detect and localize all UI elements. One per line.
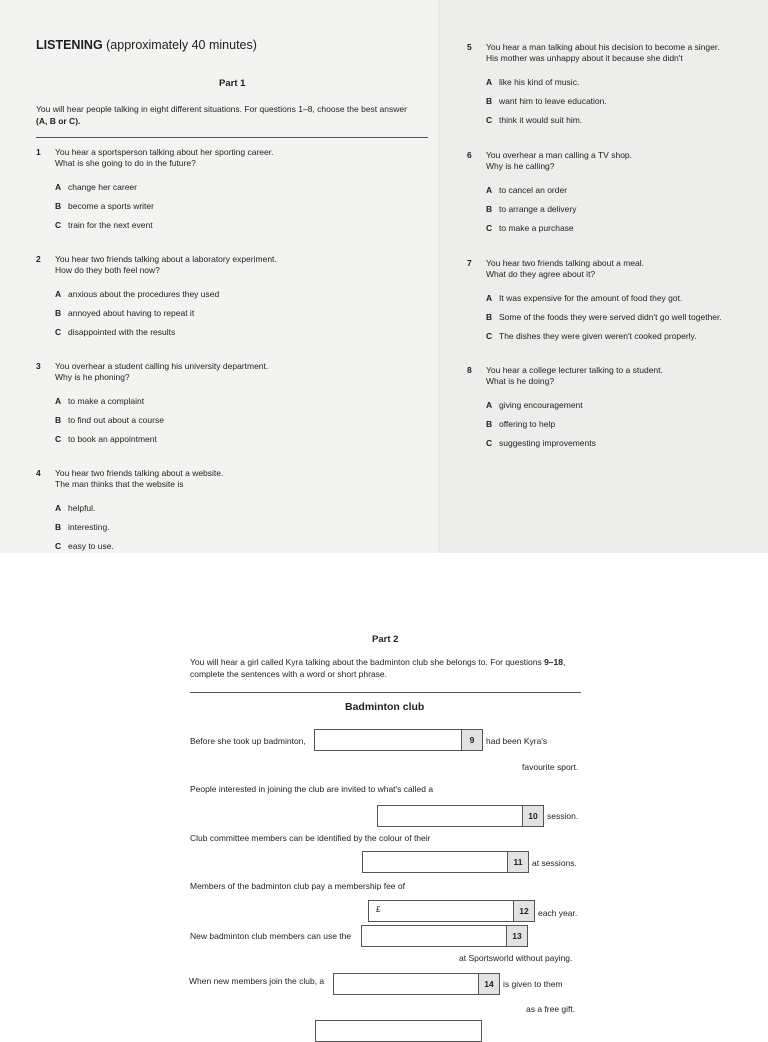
option-2[interactable] xyxy=(55,322,277,341)
question-stem-line1: You hear a sportsperson talking about her sporting career. xyxy=(55,147,274,157)
option-letter: C xyxy=(55,327,62,337)
answer-number-12: 12 xyxy=(513,900,535,922)
option-text: It was expensive for the amount of food they got. xyxy=(499,293,683,303)
part2-instructions: You will hear a girl called Kyra talking about the badminton club she belongs to. For questions 9–18, complete the sentences with a word or short phrase. xyxy=(190,657,566,679)
part1-instructions: You will hear people talking in eight different situations. For questions 1–8, choose the best answer (A, B or C). xyxy=(36,104,407,126)
option-text: to make a purchase xyxy=(499,223,574,233)
answer-number-13: 13 xyxy=(506,925,528,947)
question-number: 2 xyxy=(36,254,41,264)
question-stem-line1: You hear two friends talking about a laboratory experiment. xyxy=(55,254,277,264)
option-letter: B xyxy=(55,415,62,425)
option-0[interactable] xyxy=(55,391,268,410)
option-letter: B xyxy=(486,419,493,429)
question-stem-line1: You hear a college lecturer talking to a student. xyxy=(486,365,663,375)
question-stem-line2: What do they agree about it? xyxy=(486,269,596,279)
question-number: 1 xyxy=(36,147,41,157)
question-1 xyxy=(36,147,273,234)
option-text: to cancel an order xyxy=(499,185,568,195)
option-2[interactable] xyxy=(55,429,268,448)
option-text: suggesting improvements xyxy=(499,438,596,448)
option-letter: A xyxy=(55,396,62,406)
option-text: to arrange a delivery xyxy=(499,204,577,214)
answer-box-12[interactable] xyxy=(368,900,535,922)
option-text: think it would suit him. xyxy=(499,115,583,125)
listening-heading: LISTENING (approximately 40 minutes) xyxy=(36,38,257,52)
question-4 xyxy=(36,468,223,555)
option-text: offering to help xyxy=(499,419,556,429)
option-letter: B xyxy=(486,204,493,214)
q10-text: People interested in joining the club are invited to what's called a xyxy=(190,784,434,794)
option-letter: C xyxy=(55,434,62,444)
option-letter: A xyxy=(486,400,493,410)
option-letter: B xyxy=(55,201,62,211)
option-letter: A xyxy=(55,289,62,299)
option-text: interesting. xyxy=(68,522,110,532)
option-text: train for the next event xyxy=(68,220,153,230)
divider xyxy=(190,692,581,693)
question-stem-line1: You hear two friends talking about a website. xyxy=(55,468,224,478)
option-text: Some of the foods they were served didn't go well together. xyxy=(499,312,722,322)
option-text: helpful. xyxy=(68,503,96,513)
question-number: 3 xyxy=(36,361,41,371)
option-2[interactable] xyxy=(486,433,663,452)
q9-text-after: had been Kyra's xyxy=(486,736,548,746)
part2-title: Part 2 xyxy=(372,634,399,645)
question-stem-line2: How do they both feel now? xyxy=(55,265,160,275)
question-stem-line2: Why is he calling? xyxy=(486,161,555,171)
option-1[interactable] xyxy=(486,414,663,433)
option-letter: C xyxy=(486,115,493,125)
q13-text: New badminton club members can use the xyxy=(190,931,352,941)
answer-box-11[interactable] xyxy=(362,851,529,873)
question-5 xyxy=(467,42,720,129)
option-2[interactable] xyxy=(486,326,722,345)
pound-sign: £ xyxy=(376,905,381,914)
option-letter: A xyxy=(55,182,62,192)
question-number: 6 xyxy=(467,150,472,160)
option-0[interactable] xyxy=(55,498,223,517)
question-stem-line2: Why is he phoning? xyxy=(55,372,130,382)
option-1[interactable] xyxy=(55,410,268,429)
option-1[interactable] xyxy=(55,517,223,536)
answer-box-13[interactable] xyxy=(361,925,528,947)
option-2[interactable] xyxy=(486,218,632,237)
option-letter: A xyxy=(486,77,493,87)
option-letter: B xyxy=(486,312,493,322)
answer-number-9: 9 xyxy=(461,729,483,751)
option-letter: C xyxy=(486,438,493,448)
option-0[interactable] xyxy=(486,72,720,91)
q14-text-after: is given to them xyxy=(503,979,563,989)
answer-box-15[interactable] xyxy=(315,1020,482,1042)
answer-number-14: 14 xyxy=(478,973,500,995)
option-1[interactable] xyxy=(55,303,277,322)
option-0[interactable] xyxy=(55,284,277,303)
answer-box-14[interactable] xyxy=(333,973,500,995)
option-text: become a sports writer xyxy=(68,201,154,211)
q11-text-after: at sessions. xyxy=(532,858,577,868)
club-title: Badminton club xyxy=(345,701,425,713)
answer-number-11: 11 xyxy=(507,851,529,873)
option-2[interactable] xyxy=(55,215,273,234)
question-stem-line2: The man thinks that the website is xyxy=(55,479,184,489)
option-text: annoyed about having to repeat it xyxy=(68,308,195,318)
option-letter: A xyxy=(55,503,62,513)
question-stem-line2: His mother was unhappy about it because she didn't xyxy=(486,53,683,63)
left-page xyxy=(0,0,445,553)
option-text: easy to use. xyxy=(68,541,114,551)
option-text: change her career xyxy=(68,182,137,192)
option-1[interactable] xyxy=(55,196,273,215)
question-number: 7 xyxy=(467,258,472,268)
option-letter: C xyxy=(486,223,493,233)
option-0[interactable] xyxy=(486,395,663,414)
q11-text: Club committee members can be identified by the colour of their xyxy=(190,833,431,843)
option-letter: A xyxy=(486,293,493,303)
question-8 xyxy=(467,365,663,452)
option-text: anxious about the procedures they used xyxy=(68,289,220,299)
question-number: 5 xyxy=(467,42,472,52)
q10-text-after: session. xyxy=(547,811,579,821)
divider xyxy=(36,137,428,138)
question-7 xyxy=(467,258,722,345)
answer-box-10[interactable] xyxy=(377,805,544,827)
option-0[interactable] xyxy=(486,288,722,307)
q9-text-cont: favourite sport. xyxy=(522,762,579,772)
option-text: disappointed with the results xyxy=(68,327,176,337)
question-stem-line1: You hear a man talking about his decision to become a singer. xyxy=(486,42,720,52)
option-text: to make a complaint xyxy=(68,396,145,406)
option-letter: C xyxy=(55,541,62,551)
option-text: The dishes they were given weren't cooked properly. xyxy=(499,331,697,341)
q14-text: When new members join the club, a xyxy=(189,976,325,986)
question-2 xyxy=(36,254,277,341)
option-text: like his kind of music. xyxy=(499,77,580,87)
option-1[interactable] xyxy=(486,91,720,110)
option-text: giving encouragement xyxy=(499,400,583,410)
q9-text: Before she took up badminton, xyxy=(190,736,306,746)
part1-title: Part 1 xyxy=(219,78,246,89)
option-1[interactable] xyxy=(486,307,722,326)
answer-box-9[interactable] xyxy=(314,729,483,751)
q14-text-cont: as a free gift. xyxy=(526,1004,576,1014)
option-letter: C xyxy=(55,220,62,230)
q13-text-cont: at Sportsworld without paying. xyxy=(459,953,573,963)
q12-text-after: each year. xyxy=(538,908,578,918)
option-text: to book an appointment xyxy=(68,434,157,444)
option-letter: B xyxy=(55,522,62,532)
question-stem-line2: What is she going to do in the future? xyxy=(55,158,196,168)
question-6 xyxy=(467,150,632,237)
option-text: want him to leave education. xyxy=(499,96,607,106)
option-text: to find out about a course xyxy=(68,415,164,425)
question-number: 8 xyxy=(467,365,472,375)
option-2[interactable] xyxy=(486,110,720,129)
part2-page xyxy=(0,553,768,1024)
option-letter: A xyxy=(486,185,493,195)
option-0[interactable] xyxy=(55,177,273,196)
q12-text: Members of the badminton club pay a membership fee of xyxy=(190,881,405,891)
question-number: 4 xyxy=(36,468,41,478)
question-stem-line1: You hear two friends talking about a meal. xyxy=(486,258,644,268)
option-1[interactable] xyxy=(486,199,632,218)
answer-number-10: 10 xyxy=(522,805,544,827)
question-stem-line2: What is he doing? xyxy=(486,376,555,386)
option-0[interactable] xyxy=(486,180,632,199)
option-letter: B xyxy=(55,308,62,318)
right-page xyxy=(440,0,768,553)
option-letter: C xyxy=(486,331,493,341)
question-stem-line1: You overhear a man calling a TV shop. xyxy=(486,150,633,160)
question-stem-line1: You overhear a student calling his university department. xyxy=(55,361,269,371)
question-3 xyxy=(36,361,268,448)
option-letter: B xyxy=(486,96,493,106)
